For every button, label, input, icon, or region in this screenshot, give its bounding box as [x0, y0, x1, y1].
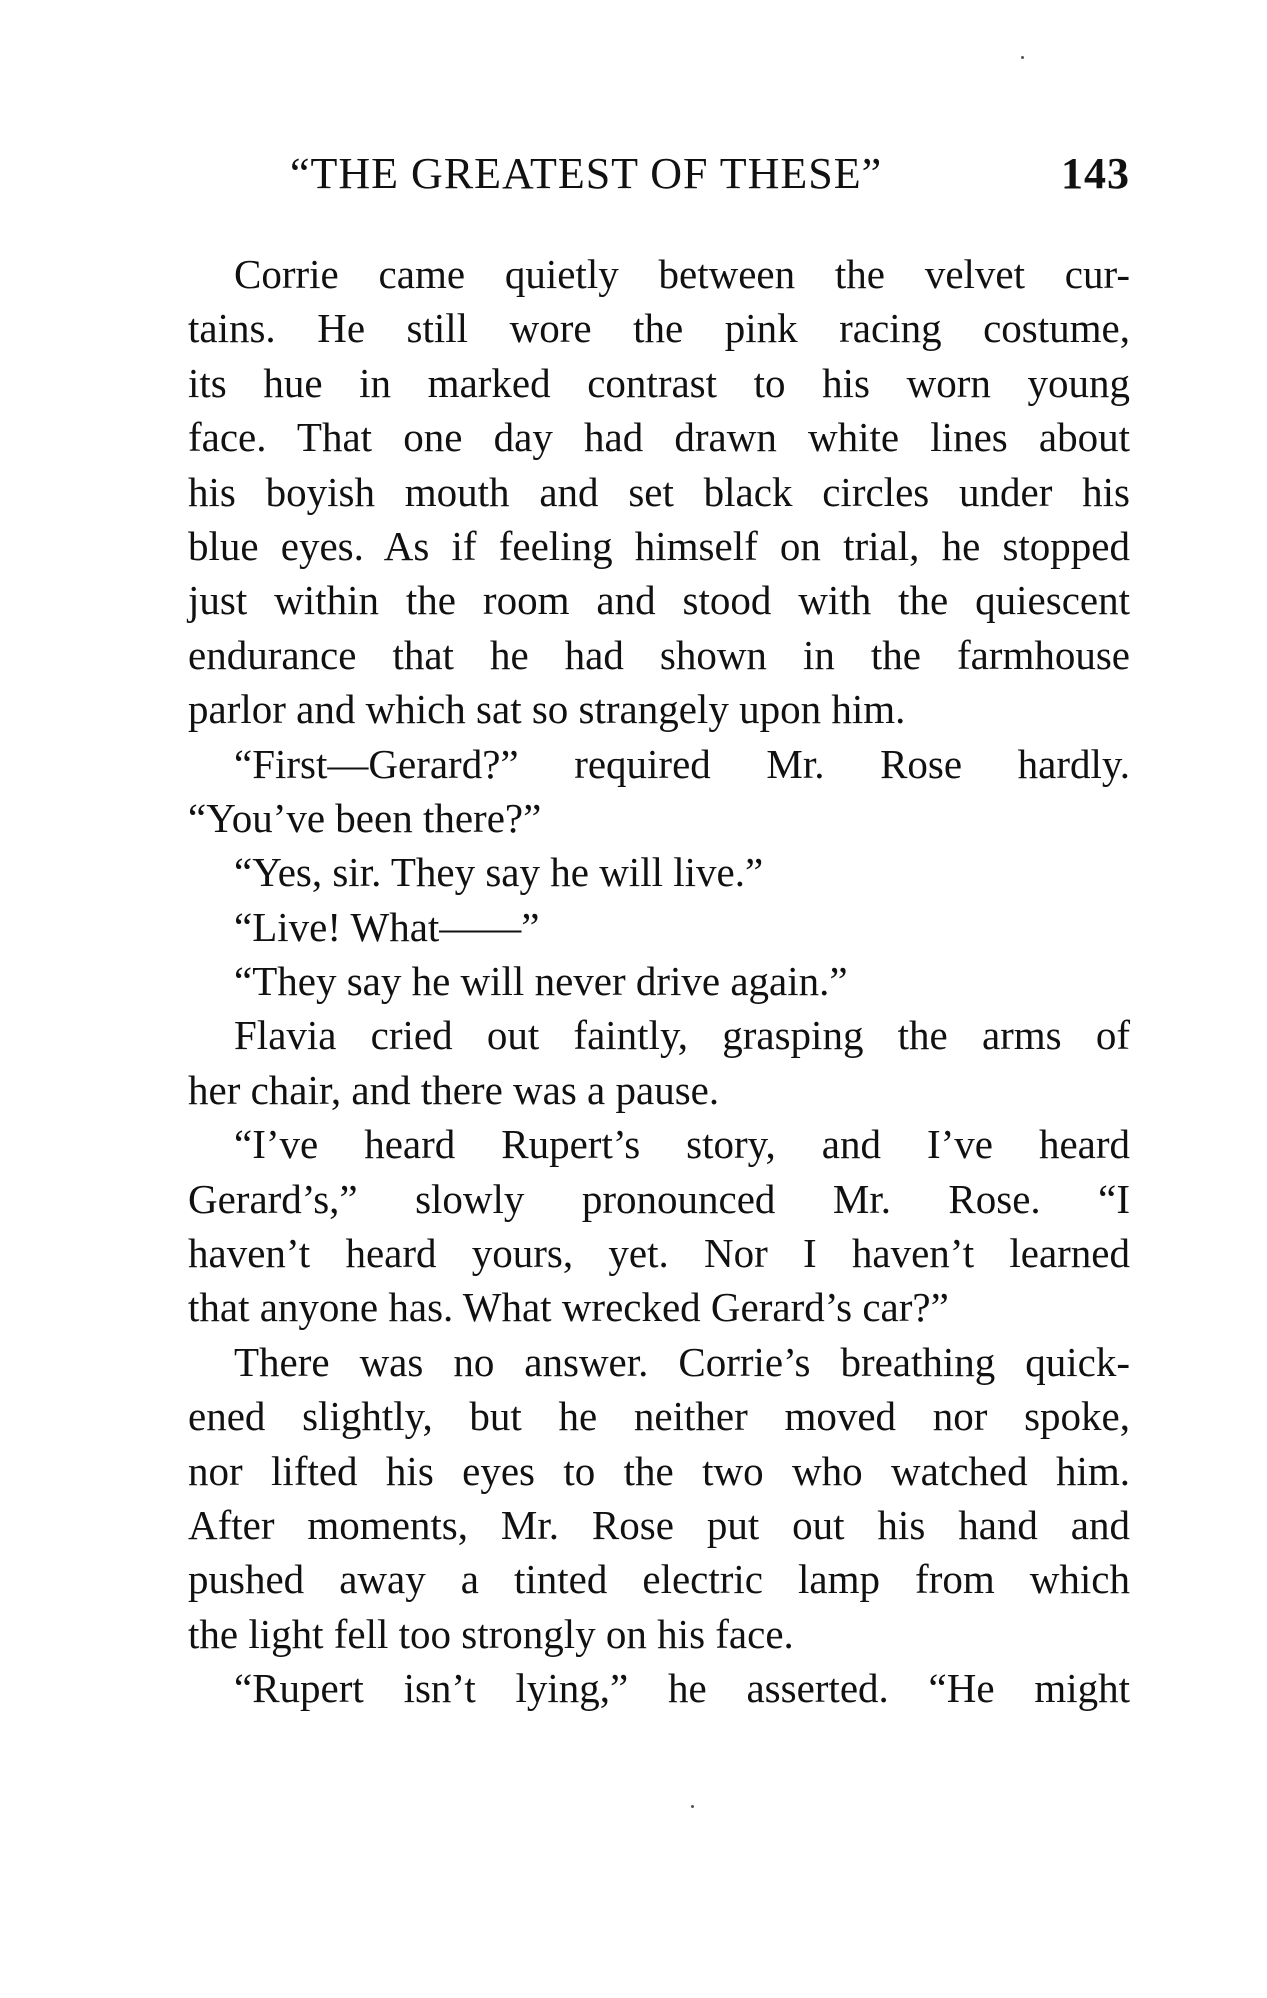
text-line: the light fell too strongly on his face.: [188, 1610, 794, 1657]
text-line: “Live! What——”: [234, 903, 540, 950]
text-line: endurance that he had shown in the farmhouse: [188, 631, 1130, 678]
text-line: parlor and which sat so strangely upon him.: [188, 686, 906, 733]
text-line: Gerard’s,” slowly pronounced Mr. Rose. “I: [188, 1175, 1130, 1222]
text-line: After moments, Mr. Rose put out his hand and: [188, 1501, 1130, 1548]
running-head: [290, 148, 1130, 208]
running-title: “THE GREATEST OF THESE”: [290, 149, 883, 198]
text-line: pushed away a tinted electric lamp from which: [188, 1556, 1130, 1603]
text-line: that anyone has. What wrecked Gerard’s car?”: [188, 1284, 949, 1331]
text-line: face. That one day had drawn white lines about: [188, 414, 1130, 461]
text-line: nor lifted his eyes to the two who watched him.: [188, 1447, 1130, 1494]
text-line: his boyish mouth and set black circles under his: [188, 468, 1130, 515]
text-line: “They say he will never drive again.”: [234, 958, 848, 1005]
text-line: haven’t heard yours, yet. Nor I haven’t learned: [188, 1230, 1130, 1277]
text-line: her chair, and there was a pause.: [188, 1066, 720, 1113]
text-line: “I’ve heard Rupert’s story, and I’ve heard: [234, 1121, 1130, 1168]
text-line: “Yes, sir. They say he will live.”: [234, 849, 764, 896]
text-line: Corrie came quietly between the velvet cur-: [234, 251, 1130, 297]
paper-speck: [1021, 56, 1024, 59]
body-text: [188, 247, 1130, 1716]
text-line: “Rupert isn’t lying,” he asserted. “He might: [234, 1665, 1130, 1712]
text-line: “You’ve been there?”: [188, 794, 542, 841]
text-line: Flavia cried out faintly, grasping the arms of: [234, 1012, 1130, 1059]
text-line: “First—Gerard?” required Mr. Rose hardly.: [234, 740, 1130, 787]
text-line: blue eyes. As if feeling himself on trial, he stopped: [188, 522, 1130, 569]
page-number: 143: [1061, 149, 1130, 198]
text-line: just within the room and stood with the quiescent: [188, 577, 1130, 624]
paper-speck: [691, 1805, 694, 1808]
text-line: tains. He still wore the pink racing costume,: [188, 305, 1130, 352]
text-line: There was no answer. Corrie’s breathing quick-: [234, 1338, 1130, 1385]
text-line: ened slightly, but he neither moved nor spoke,: [188, 1393, 1130, 1440]
text-line: its hue in marked contrast to his worn young: [188, 359, 1130, 406]
